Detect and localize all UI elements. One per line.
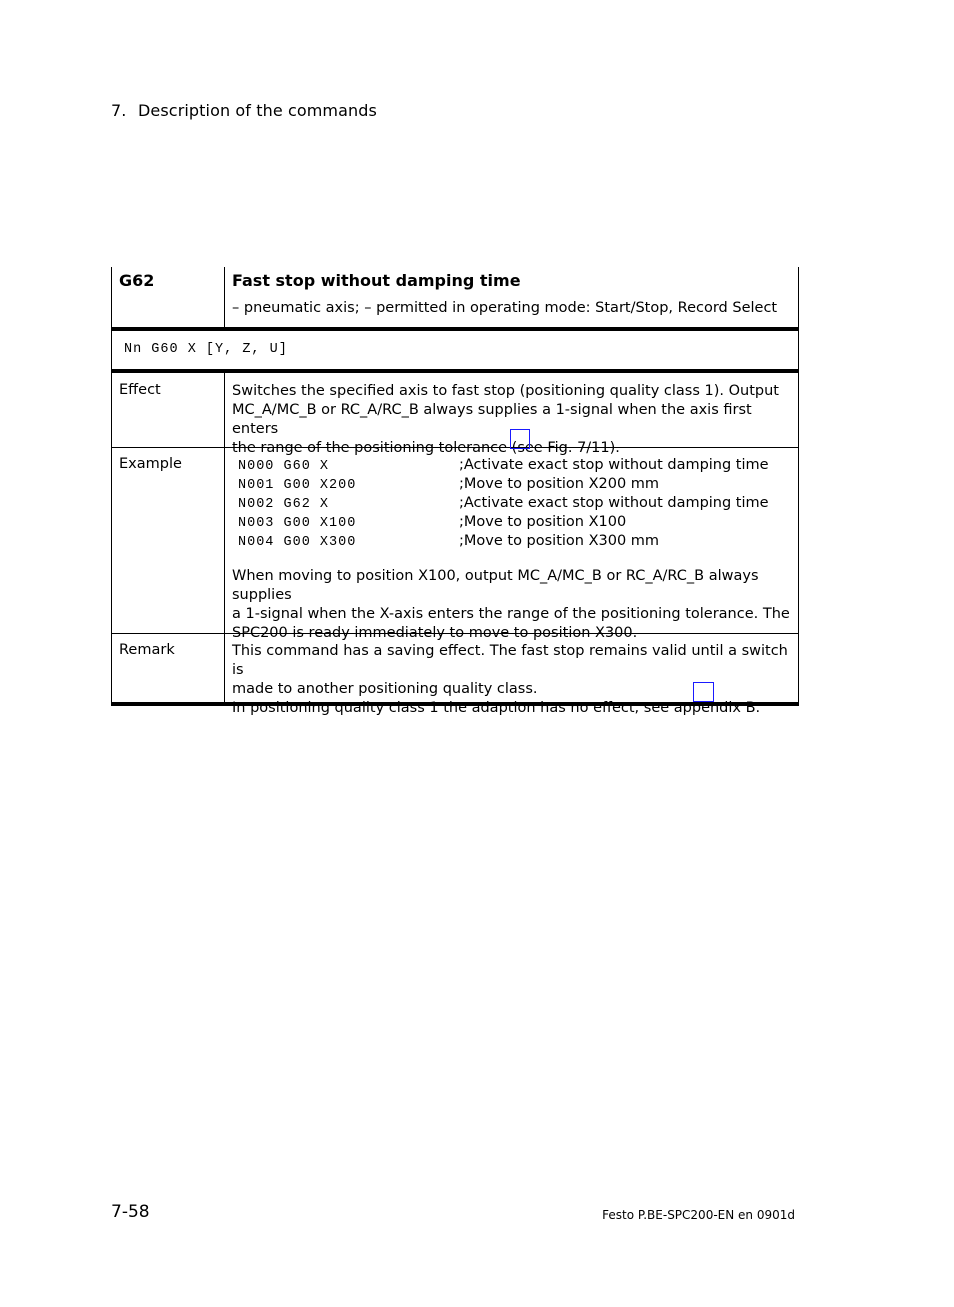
code-line (232, 475, 792, 494)
chapter-title: Description of the commands (138, 101, 377, 120)
code-comment: ;Move to position X200 mm (459, 476, 660, 492)
code-line (232, 532, 792, 551)
code-line (232, 494, 792, 513)
chapter-number: 7. (111, 101, 127, 120)
code-text: N003 G00 X100 (238, 516, 357, 531)
code-comment: ;Move to position X100 (459, 514, 627, 530)
code-text: N001 G00 X200 (238, 478, 357, 493)
remark-line: This command has a saving effect. The fast stop remains valid until a switch is (232, 643, 788, 678)
command-syntax: Nn G60 X [Y, Z, U] (124, 342, 288, 357)
effect-label: Effect (119, 382, 161, 398)
code-comment: ;Activate exact stop without damping time (459, 457, 769, 473)
command-title: Fast stop without damping time (232, 271, 521, 290)
command-table (111, 267, 799, 716)
code-line (232, 513, 792, 532)
example-text-line: a 1-signal when the X-axis enters the range of the positioning tolerance. The (232, 606, 790, 622)
syntax-row (111, 331, 799, 369)
fig-link-box[interactable] (510, 429, 530, 449)
remark-row (111, 634, 799, 716)
code-text: N002 G62 X (238, 497, 330, 512)
document-id: Festo P.BE-SPC200-EN en 0901d (602, 1208, 795, 1222)
command-code: G62 (119, 271, 155, 290)
command-header-row (111, 267, 799, 327)
example-text-line: SPC200 is ready immediately to move to position X300. (232, 625, 638, 641)
appendix-link-box[interactable] (693, 682, 714, 702)
effect-row (111, 373, 799, 456)
page-number: 7-58 (111, 1202, 150, 1222)
code-comment: ;Activate exact stop without damping time (459, 495, 769, 511)
example-text-line: When moving to position X100, output MC_A/MC_B or RC_A/RC_B always supplies (232, 568, 759, 603)
code-text: N000 G60 X (238, 459, 330, 474)
effect-line-text: the range of the positioning tolerance (see Fig. 7/11). (232, 440, 620, 456)
remark-line: made to another positioning quality class. (232, 681, 538, 697)
remark-line: In positioning quality class 1 the adaption has no effect, see appendix B. (232, 700, 761, 716)
code-comment: ;Move to position X300 mm (459, 533, 660, 549)
effect-line: Switches the specified axis to fast stop (positioning quality class 1). Output (232, 383, 779, 399)
code-line (232, 456, 792, 475)
chapter-heading (111, 101, 377, 120)
effect-line: MC_A/MC_B or RC_A/RC_B always supplies a 1-signal when the axis first enters (232, 402, 752, 437)
example-row (111, 448, 799, 641)
command-subtitle: – pneumatic axis; – permitted in operating mode: Start/Stop, Record Select (232, 300, 778, 316)
code-text: N004 G00 X300 (238, 535, 357, 550)
example-label: Example (119, 456, 182, 472)
remark-label: Remark (119, 642, 175, 658)
